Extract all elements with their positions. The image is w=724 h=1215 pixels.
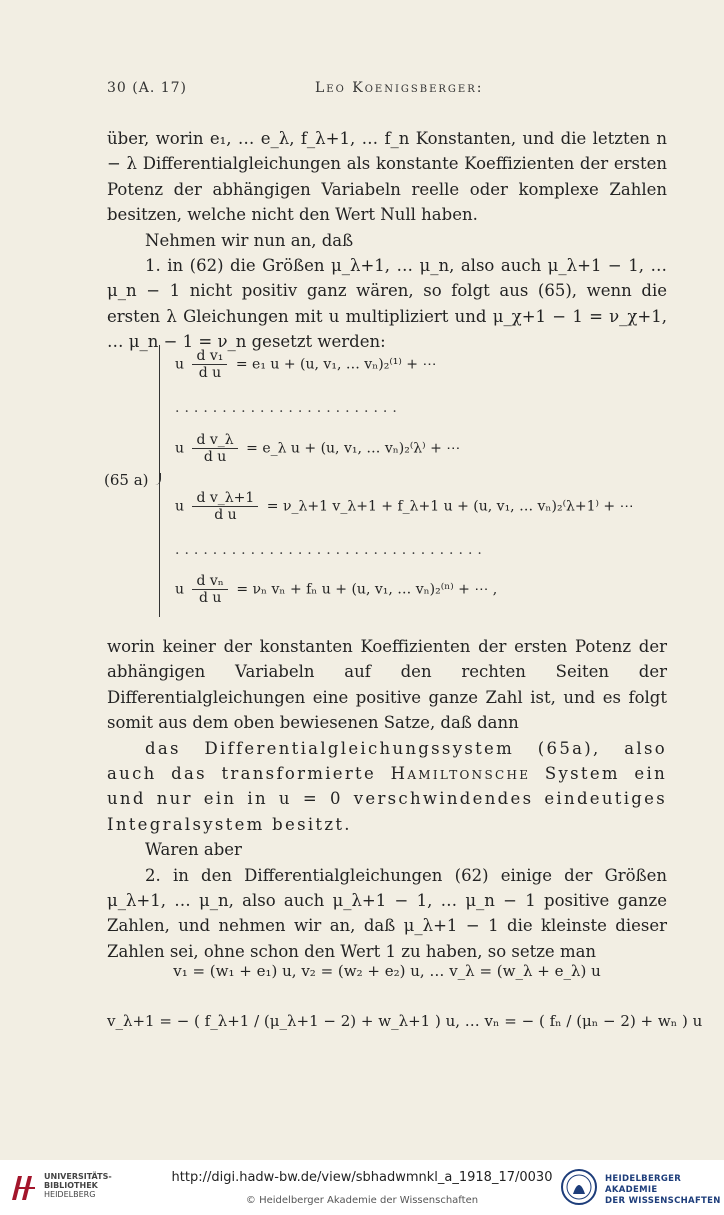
ellipsis-row: ........................ [175,400,402,416]
page-number: 30 (A. 17) [107,80,188,96]
fraction [192,432,237,465]
library-name-line-1: UNIVERSITÄTS- [44,1172,112,1181]
numerator: d v_λ [192,432,237,449]
paragraph-5 [107,736,667,838]
fraction [192,573,227,606]
right-hand-side: = νₙ vₙ + fₙ u + (u, v₁, … vₙ)₂⁽ⁿ⁾ + ⋯ , [236,581,498,598]
equation-1 [175,348,436,381]
u-prefix: u [175,498,185,515]
paragraph-5-part-b: System ein und nur ein in u = 0 verschwindendes eindeutiges Integralsystem besitzt. [107,764,667,834]
fraction [192,348,227,381]
running-title: Leo Koenigsberger: [315,80,484,96]
permalink-url[interactable]: http://digi.hadw-bw.de/view/sbhadwmnkl_a_1918_17/0030 [171,1170,553,1185]
denominator: d u [203,449,227,465]
library-name-line-2: BIBLIOTHEK [44,1181,98,1190]
denominator: d u [198,590,222,606]
system-brace [159,345,170,617]
text-block-bottom [107,634,667,964]
u-prefix: u [175,581,185,598]
equation-system-65a [104,340,667,622]
paragraph-3: 1. in (62) die Größen μ_λ+1, … μ_n, also auch μ_λ+1 − 1, … μ_n − 1 nicht positiv ganz wären, so folgt aus (65), wenn die ersten λ Gleichungen mit u multipliziert und μ_χ+1 − 1 = ν_χ+1, … μ_n − 1 = ν_n gesetzt werden: [107,256,667,352]
denominator: d u [198,365,222,381]
equation-4 [175,573,497,606]
numerator: d v₁ [192,348,227,365]
numerator: d v_λ+1 [192,490,258,507]
substitution-equation-1: v₁ = (w₁ + e₁) u, v₂ = (w₂ + e₂) u, … v_λ = (w_λ + e_λ) u [173,962,601,980]
paragraph-1: über, worin e₁, … e_λ, f_λ+1, … f_n Konstanten, und die letzten n − λ Differentialgleichungen als konstante Koeffizienten der ersten Potenz der abhängigen Variabeln reelle oder komplexe Zahlen besitzen, welche nicht den Wert Null haben. [107,129,667,225]
equation-2 [175,432,460,465]
right-hand-side: = e₁ u + (u, v₁, … vₙ)₂⁽¹⁾ + ⋯ [235,356,437,373]
paragraph-6: Waren aber [145,840,242,860]
denominator: d u [214,507,237,523]
u-prefix: u [175,356,185,373]
right-hand-side: = ν_λ+1 v_λ+1 + f_λ+1 u + (u, v₁, … vₙ)₂⁽λ+1⁾ + ⋯ [266,498,634,515]
paragraph-4: worin keiner der konstanten Koeffizienten der ersten Potenz der abhängigen Variabeln auf den rechten Seiten der Differentialgleichungen eine positive ganze Zahl ist, und es folgt somit aus dem oben bewiesenen Satze, daß dann [107,637,667,733]
ellipsis-row: ................................. [175,542,487,558]
equation-3 [175,490,634,523]
copyright-notice: © Heidelberger Akademie der Wissenschaften [245,1195,479,1206]
academy-logo-text [605,1174,724,1207]
academy-seal-icon [560,1168,598,1206]
paragraph-7: 2. in den Differentialgleichungen (62) einige der Größen μ_λ+1, … μ_n, also auch μ_λ+1 − 1, … μ_n − 1 positive ganze Zahlen, und nehmen wir an, daß μ_λ+1 − 1 die kleinste dieser Zahlen sei, ohne schon den Wert 1 zu haben, so setze man [107,865,667,961]
academy-name-line-1: HEIDELBERGER AKADEMIE [605,1174,682,1195]
academy-name-line-2: DER WISSENSCHAFTEN [605,1196,721,1206]
substitution-equation-2: v_λ+1 = − ( f_λ+1 / (μ_λ+1 − 2) + w_λ+1 ) u, … vₙ = − ( fₙ / (μₙ − 2) + wₙ ) u [107,1012,703,1030]
hamilton-name: Hamiltonsche [390,764,531,784]
paragraph-2: Nehmen wir nun an, daß [145,230,354,250]
u-prefix: u [175,440,185,457]
viewer-footer [0,1160,724,1215]
numerator: d vₙ [192,573,227,590]
text-block-top [107,126,667,355]
equation-label: (65 a) [104,471,149,489]
right-hand-side: = e_λ u + (u, v₁, … vₙ)₂⁽λ⁾ + ⋯ [246,440,461,457]
library-name-line-3: HEIDELBERG [44,1190,96,1199]
fraction [192,490,258,523]
paragraph-5-part-a: das Differentialgleichungssystem (65a), also auch das transformierte [107,738,667,784]
